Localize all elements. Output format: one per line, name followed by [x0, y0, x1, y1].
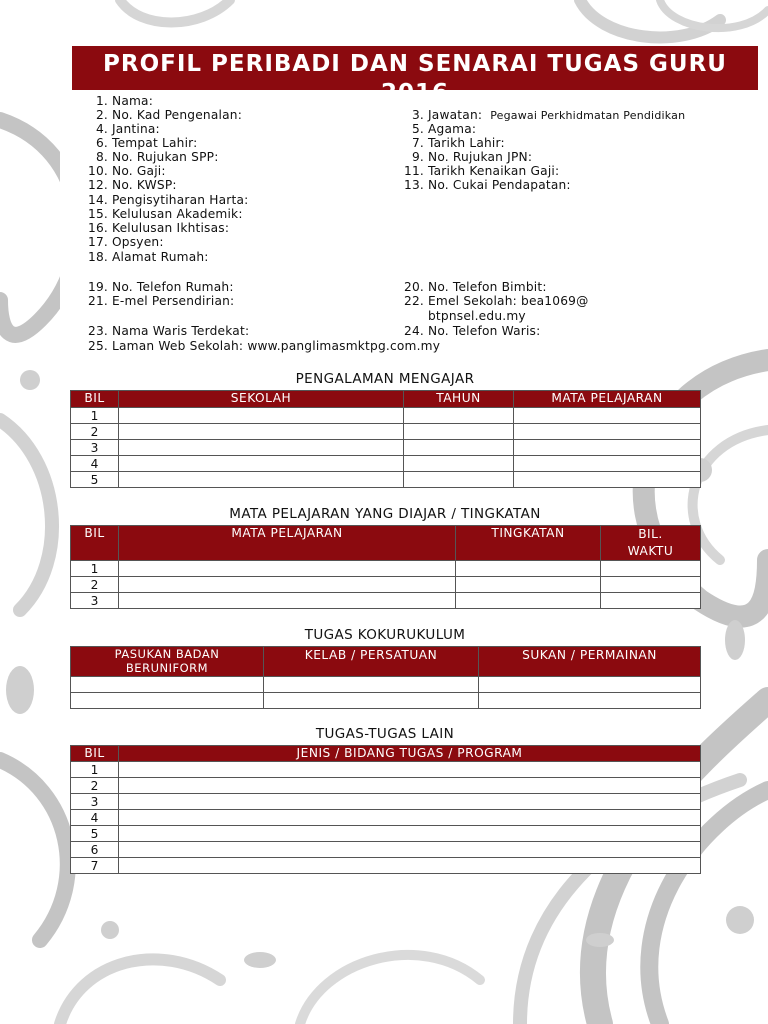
cell-mata-pelajaran[interactable] — [514, 408, 701, 424]
row-number: 1 — [71, 561, 119, 577]
field-label: Tempat Lahir: — [112, 136, 198, 150]
header-bil: BIL — [71, 526, 119, 561]
header-bil-waktu-line1: BIL. — [638, 527, 663, 541]
cell-tingkatan[interactable] — [456, 593, 601, 609]
field-emel-persendirian[interactable] — [84, 294, 234, 308]
table-row — [71, 842, 701, 858]
field-label: No. Rujukan JPN: — [428, 150, 533, 164]
field-no-telefon-bimbit[interactable] — [400, 280, 547, 294]
header-tingkatan: TINGKATAN — [456, 526, 601, 561]
header-bil: BIL — [71, 746, 119, 762]
field-number: 2. — [95, 108, 108, 122]
row-number: 2 — [71, 424, 119, 440]
field-laman-web-sekolah — [84, 339, 440, 353]
cell-tugas[interactable] — [119, 842, 701, 858]
table-mata-pelajaran-diajar — [70, 525, 701, 609]
row-number: 3 — [71, 794, 119, 810]
row-number: 1 — [71, 408, 119, 424]
field-label: Jawatan: — [428, 108, 483, 122]
cell-sekolah[interactable] — [119, 408, 404, 424]
cell-sukan-permainan[interactable] — [479, 677, 701, 693]
cell-tahun[interactable] — [404, 440, 514, 456]
cell-sukan-permainan[interactable] — [479, 693, 701, 709]
cell-kelab-persatuan[interactable] — [264, 693, 479, 709]
field-nama-waris[interactable] — [84, 324, 249, 338]
field-number: 8. — [95, 150, 108, 164]
field-label: Alamat Rumah: — [112, 250, 209, 264]
cell-pasukan-beruniform[interactable] — [71, 677, 264, 693]
section-title-kokurikulum: TUGAS KOKURUKULUM — [304, 627, 466, 643]
cell-tugas[interactable] — [119, 794, 701, 810]
header-pasukan-badan-beruniform — [71, 647, 264, 677]
header-mata-pelajaran: MATA PELAJARAN — [119, 526, 456, 561]
cell-mata-pelajaran[interactable] — [514, 456, 701, 472]
section-title-tugas-lain: TUGAS-TUGAS LAIN — [315, 726, 455, 742]
table-pengalaman-mengajar — [70, 390, 701, 488]
table-row — [71, 577, 701, 593]
field-nama[interactable] — [84, 94, 153, 108]
row-number: 4 — [71, 810, 119, 826]
field-label: Emel Sekolah: bea1069@ — [428, 294, 589, 308]
cell-tingkatan[interactable] — [456, 561, 601, 577]
table-row — [71, 810, 701, 826]
field-kelulusan-akademik[interactable] — [84, 207, 243, 221]
header-sukan-permainan: SUKAN / PERMAINAN — [479, 647, 701, 677]
table-row — [71, 826, 701, 842]
field-label: Nama Waris Terdekat: — [112, 324, 250, 338]
header-mata-pelajaran: MATA PELAJARAN — [514, 391, 701, 408]
row-number: 7 — [71, 858, 119, 874]
field-label: No. Kad Pengenalan: — [112, 108, 243, 122]
row-number: 6 — [71, 842, 119, 858]
field-value: Pegawai Perkhidmatan Pendidikan — [490, 109, 686, 122]
cell-mata-pelajaran[interactable] — [514, 440, 701, 456]
cell-tugas[interactable] — [119, 762, 701, 778]
header-pasukan-line1: PASUKAN BADAN — [114, 647, 220, 661]
row-number: 3 — [71, 593, 119, 609]
cell-sekolah[interactable] — [119, 424, 404, 440]
table-row — [71, 778, 701, 794]
header-pasukan-line2: BERUNIFORM — [125, 661, 209, 675]
title-banner — [72, 46, 758, 90]
cell-pasukan-beruniform[interactable] — [71, 693, 264, 709]
field-tarikh-lahir[interactable] — [400, 136, 505, 150]
row-number: 2 — [71, 577, 119, 593]
field-number: 18. — [88, 250, 108, 264]
table-row — [71, 424, 701, 440]
field-label: No. Telefon Waris: — [428, 324, 541, 338]
header-bil: BIL — [71, 391, 119, 408]
field-emel-sekolah-continued: btpnsel.edu.my — [428, 309, 526, 323]
field-number: 16. — [88, 221, 108, 235]
cell-mata-pelajaran[interactable] — [119, 561, 456, 577]
field-number: 5. — [411, 122, 424, 136]
field-label: Kelulusan Akademik: — [112, 207, 243, 221]
section-title-mata-pelajaran: MATA PELAJARAN YANG DIAJAR / TINGKATAN — [229, 506, 541, 522]
header-bil-waktu-line2: WAKTU — [627, 544, 674, 558]
field-no-kad-pengenalan[interactable] — [84, 108, 242, 122]
header-jenis-bidang-tugas: JENIS / BIDANG TUGAS / PROGRAM — [119, 746, 701, 762]
field-number: 23. — [88, 324, 108, 338]
cell-tahun[interactable] — [404, 456, 514, 472]
field-label: Laman Web Sekolah: www.panglimasmktpg.com.my — [112, 339, 441, 353]
header-kelab-persatuan: KELAB / PERSATUAN — [264, 647, 479, 677]
table-row — [71, 472, 701, 488]
field-label: Jantina: — [112, 122, 160, 136]
table-row — [71, 794, 701, 810]
field-label: Tarikh Lahir: — [428, 136, 505, 150]
field-label: Nama: — [112, 94, 154, 108]
cell-tugas[interactable] — [119, 826, 701, 842]
field-label: No. Cukai Pendapatan: — [428, 178, 571, 192]
cell-bil-waktu[interactable] — [601, 577, 701, 593]
row-number: 4 — [71, 456, 119, 472]
field-number: 12. — [88, 178, 108, 192]
field-no-kwsp[interactable] — [84, 178, 177, 192]
cell-sekolah[interactable] — [119, 472, 404, 488]
cell-tahun[interactable] — [404, 424, 514, 440]
table-row — [71, 762, 701, 778]
field-label: Kelulusan Ikhtisas: — [112, 221, 230, 235]
cell-tahun[interactable] — [404, 472, 514, 488]
field-no-gaji[interactable] — [84, 164, 166, 178]
table-row — [71, 561, 701, 577]
field-number: 24. — [404, 324, 424, 338]
header-sekolah: SEKOLAH — [119, 391, 404, 408]
field-label: No. KWSP: — [112, 178, 177, 192]
table-row — [71, 693, 701, 709]
field-number: 19. — [88, 280, 108, 294]
field-label: Opsyen: — [112, 235, 164, 249]
cell-sekolah[interactable] — [119, 456, 404, 472]
field-number: 17. — [88, 235, 108, 249]
field-label: Pengisytiharan Harta: — [112, 193, 249, 207]
field-label: No. Gaji: — [112, 164, 166, 178]
field-label: Agama: — [428, 122, 477, 136]
field-no-cukai-pendapatan[interactable] — [400, 178, 571, 192]
field-number: 3. — [411, 108, 424, 122]
cell-tahun[interactable] — [404, 408, 514, 424]
field-no-rujukan-jpn[interactable] — [400, 150, 532, 164]
row-number: 3 — [71, 440, 119, 456]
field-kelulusan-ikhtisas[interactable] — [84, 221, 229, 235]
cell-bil-waktu[interactable] — [601, 593, 701, 609]
field-number: 11. — [404, 164, 424, 178]
row-number: 1 — [71, 762, 119, 778]
field-label: E-mel Persendirian: — [112, 294, 235, 308]
section-title-pengalaman: PENGALAMAN MENGAJAR — [295, 371, 475, 387]
cell-sekolah[interactable] — [119, 440, 404, 456]
row-number: 5 — [71, 472, 119, 488]
field-label: No. Rujukan SPP: — [112, 150, 219, 164]
cell-kelab-persatuan[interactable] — [264, 677, 479, 693]
table-tugas-lain — [70, 745, 701, 874]
field-pengisytiharan-harta[interactable] — [84, 193, 248, 207]
table-row — [71, 440, 701, 456]
header-tahun: TAHUN — [404, 391, 514, 408]
field-tarikh-kenaikan-gaji[interactable] — [400, 164, 559, 178]
personal-info-section — [60, 90, 710, 354]
field-tempat-lahir[interactable] — [84, 136, 197, 150]
cell-bil-waktu[interactable] — [601, 561, 701, 577]
field-alamat-rumah[interactable] — [84, 250, 209, 264]
field-no-telefon-rumah[interactable] — [84, 280, 234, 294]
cell-tugas[interactable] — [119, 810, 701, 826]
table-tugas-kokurikulum — [70, 646, 701, 709]
field-emel-sekolah — [400, 294, 589, 308]
row-number: 2 — [71, 778, 119, 794]
table-row — [71, 456, 701, 472]
field-number: 7. — [411, 136, 424, 150]
field-label: Tarikh Kenaikan Gaji: — [428, 164, 560, 178]
field-no-telefon-waris[interactable] — [400, 324, 540, 338]
field-number: 6. — [95, 136, 108, 150]
header-bil-waktu — [601, 526, 701, 561]
field-number: 13. — [404, 178, 424, 192]
cell-mata-pelajaran[interactable] — [119, 577, 456, 593]
field-opsyen[interactable] — [84, 235, 164, 249]
page-title: PROFIL PERIBADI DAN SENARAI TUGAS GURU — [103, 51, 727, 77]
cell-tingkatan[interactable] — [456, 577, 601, 593]
cell-tugas[interactable] — [119, 778, 701, 794]
table-row — [71, 593, 701, 609]
field-number: 14. — [88, 193, 108, 207]
field-number: 10. — [88, 164, 108, 178]
field-no-rujukan-spp[interactable] — [84, 150, 219, 164]
field-agama[interactable] — [400, 122, 476, 136]
table-row — [71, 677, 701, 693]
field-number: 25. — [88, 339, 108, 353]
field-number: 15. — [88, 207, 108, 221]
field-number: 20. — [404, 280, 424, 294]
cell-mata-pelajaran[interactable] — [514, 472, 701, 488]
field-label: No. Telefon Rumah: — [112, 280, 234, 294]
cell-tugas[interactable] — [119, 858, 701, 874]
cell-mata-pelajaran[interactable] — [119, 593, 456, 609]
field-jantina[interactable] — [84, 122, 160, 136]
field-number: 21. — [88, 294, 108, 308]
row-number: 5 — [71, 826, 119, 842]
table-row — [71, 858, 701, 874]
field-number: 1. — [95, 94, 108, 108]
table-row — [71, 408, 701, 424]
field-number: 22. — [404, 294, 424, 308]
cell-mata-pelajaran[interactable] — [514, 424, 701, 440]
field-number: 4. — [95, 122, 108, 136]
field-number: 9. — [411, 150, 424, 164]
field-jawatan — [400, 108, 685, 123]
field-label: No. Telefon Bimbit: — [428, 280, 547, 294]
